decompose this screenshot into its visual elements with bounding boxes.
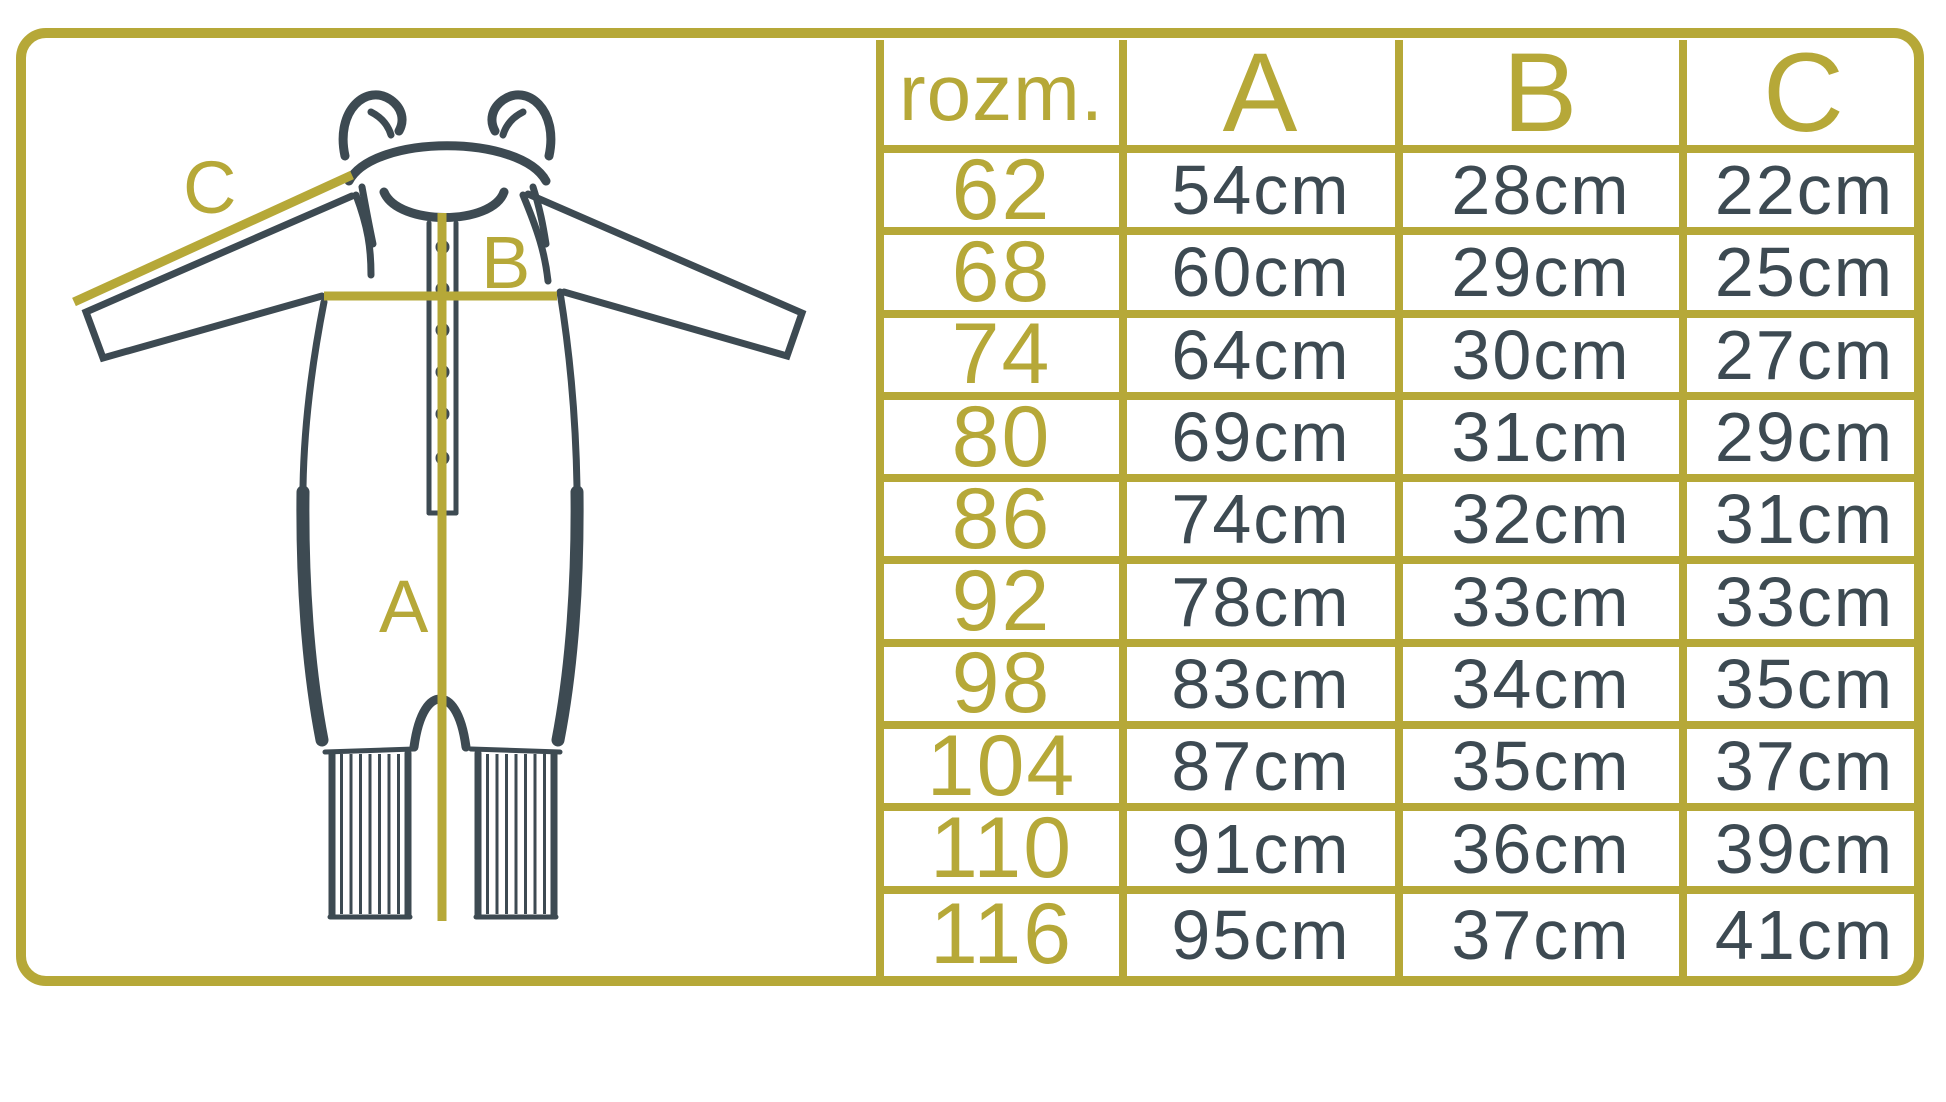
size-cell: 98 [884, 647, 1127, 729]
size-cell: 92 [884, 564, 1127, 646]
size-cell: 74 [884, 318, 1127, 400]
value-cell-c: 33cm [1687, 564, 1922, 646]
label-c: C [183, 146, 237, 229]
value-cell-b: 29cm [1403, 235, 1687, 317]
size-cell: 62 [884, 153, 1127, 235]
value-cell-c: 25cm [1687, 235, 1922, 317]
value-cell-a: 74cm [1127, 482, 1403, 564]
value-cell-c: 41cm [1714, 895, 1895, 974]
value-cell-c: 29cm [1687, 400, 1922, 482]
value-cell-c: 37cm [1687, 729, 1922, 811]
header-a: A [1127, 40, 1403, 153]
value-cell-a: 91cm [1127, 811, 1403, 893]
value-cell-a: 95cm [1127, 894, 1403, 976]
header-b: B [1403, 40, 1687, 153]
value-cell-b: 34cm [1403, 647, 1687, 729]
size-table [876, 40, 1922, 976]
value-cell-a: 69cm [1127, 400, 1403, 482]
value-cell-b: 28cm [1403, 153, 1687, 235]
value-cell-b: 31cm [1403, 400, 1687, 482]
header-c: C [1687, 40, 1922, 153]
value-cell-b: 35cm [1403, 729, 1687, 811]
size-cell: 86 [884, 482, 1127, 564]
value-cell-a: 83cm [1127, 647, 1403, 729]
size-cell: 68 [884, 235, 1127, 317]
size-cell: 116 [884, 894, 1127, 976]
value-cell-c: 27cm [1687, 318, 1922, 400]
label-a: A [379, 565, 429, 648]
value-cell-c: 22cm [1687, 153, 1922, 235]
value-cell-a: 54cm [1127, 153, 1403, 235]
label-b: B [481, 221, 531, 304]
value-cell-b: 36cm [1403, 811, 1687, 893]
value-cell-c: 39cm [1687, 811, 1922, 893]
size-cell: 104 [884, 729, 1127, 811]
value-cell-a: 60cm [1127, 235, 1403, 317]
value-cell-b: 33cm [1403, 564, 1687, 646]
value-cell-a: 87cm [1127, 729, 1403, 811]
value-cell-b: 37cm [1403, 894, 1687, 976]
value-cell-a: 78cm [1127, 564, 1403, 646]
value-cell-c: 35cm [1687, 647, 1922, 729]
header-size: rozm. [884, 40, 1127, 153]
size-cell: 80 [884, 400, 1127, 482]
value-cell-c: 31cm [1687, 482, 1922, 564]
value-cell-b: 32cm [1403, 482, 1687, 564]
size-cell: 110 [884, 811, 1127, 893]
value-cell-b: 30cm [1403, 318, 1687, 400]
value-cell-a: 64cm [1127, 318, 1403, 400]
